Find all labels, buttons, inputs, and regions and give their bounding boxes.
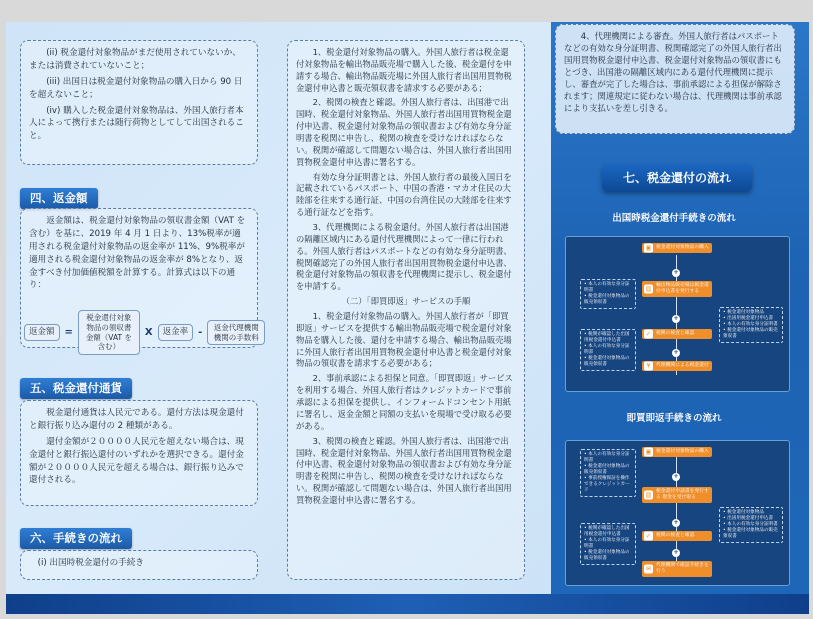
flow-1-step-agency: ¥ 代理機関による税金還付 — [642, 361, 712, 371]
flow-2-step-agency: ✉ 代理機関で確認手続きを行う — [642, 561, 712, 577]
flow-1-connector-3: + — [673, 349, 679, 356]
refund-icon: ¥ — [644, 361, 653, 370]
procedure-text: (i) 出国時税金還付の手続き — [37, 558, 144, 568]
condition-iii: (iii) 出国日は税金還付対象物品の購入日から 90 日を超えないこと； — [29, 76, 243, 100]
formula-receipt: 税金還付対象物品の領収書金額（VAT を含む） — [78, 310, 140, 355]
flow-2-connector-3: + — [673, 549, 679, 556]
currency-text-1: 税金還付通貨は人民元である。還付方法は現金還付と銀行振り込み還付の 2 種類がある。 — [29, 408, 244, 431]
flow-1-connector-2: + — [673, 315, 679, 322]
instant-step-preauth: 2、事前承認による担保と同意。「即買即返」サービスを利用する場合、外国人旅行者はクレジットカードで事前承認による担保を提供し、インフォームドコンセント用紙に署名し、返金金額と同額の支払いを現場で受け取る必要がある。 — [296, 373, 513, 431]
procedure-details-box — [287, 40, 525, 580]
refund-formula — [24, 310, 265, 355]
flow-2-step-customs: ✓ 税関の検査と確認 — [642, 531, 712, 541]
condition-ii: (ii) 税金還付対象物品がまだ使用されていないか、または消費されていないこと； — [29, 48, 241, 71]
refund-amount-text: 返金額は、税金還付対象物品の領収書金額（VAT を含む）を基に、2019 年 4 月 1 日より、13%税率が適用される税金還付対象物品の返金率が 11%、9%税率が適用される税金還付対象物品の返金率が 8%となり、返金すべき付加価値税額を計算する。計算式は以下の通り： — [29, 216, 246, 291]
flow-2-diagram — [565, 440, 790, 586]
flow-2-step-issue: ▤ 税金還付申請書を発行する 現金を受け取る — [642, 487, 712, 503]
document-icon: ▤ — [645, 491, 652, 499]
instant-step-customs: 3、税関の検査と確認。外国人旅行者は、出国港で出国時、税金還付対象物品、外国人旅行者出国用買物税金還付申込書、税金還付対象物品の領収書および有効な身分証明書を税関に申告し、税関の検査を受けなければならない。税関が確認して問題ない場合は、外国人旅行者出国用買物税金還付申込書に署名する。 — [296, 435, 512, 505]
bottom-band — [6, 594, 809, 614]
formula-minus: - — [198, 327, 203, 338]
section-4-heading: 四、返金額 — [20, 188, 98, 209]
formula-equals: = — [64, 327, 73, 338]
flow-1-step-purchase: ▣ 税金還付対象物品の購入 — [642, 243, 712, 253]
flow-2-step-purchase: ▣ 税金還付対象物品の購入 — [642, 447, 712, 457]
step-purchase: 1、税金還付対象物品の購入。外国人旅行者は税金還付対象物品を輸出物品販売場で購入した後、税金還付を申請する場合、輸出物品販売場に外国人旅行者出国用買物税金還付申込書と販売領収書を請求する必要がある； — [296, 47, 512, 93]
procedure-box — [20, 550, 258, 580]
mail-icon: ✉ — [645, 565, 652, 573]
flow-1-title: 出国時税金還付手続きの流れ — [612, 213, 736, 224]
formula-refund: 返金額 — [24, 324, 60, 341]
shopping-bag-icon: ▣ — [645, 244, 652, 252]
flow-1-connector-1: + — [673, 269, 679, 276]
check-icon: ✓ — [645, 330, 652, 338]
condition-iv: (iv) 購入した税金還付対象物品は、外国人旅行者本人によって携行または随行荷物としてして出国されること。 — [29, 105, 244, 142]
flow-2-left-list-1: • 本人の有効な身分証明書 • 税金還付対象物品の販売領収書 • 事前授権保証を操作できるクレジットカード — [580, 449, 636, 497]
flow-1-diagram — [565, 236, 790, 392]
flow-1-left-list-1: • 本人の有効な身分証明書 • 税金還付対象物品の販売領収書 — [580, 279, 636, 309]
conditions-box — [20, 40, 258, 165]
step-agency-refund: 3、代理機関による税金還付。外国人旅行者は出国港の隔離区域内にある還付代理機関によって一律に行われる。外国人旅行者はパスポートなどの有効な身分証明書、税関確認完了の外国人旅行者出国用買物税金還付申込書、税金還付対象物品の領収書を代理機関に提示し、税金還付を申請する。 — [296, 222, 512, 292]
section-7-heading: 七、税金還付の流れ — [602, 164, 752, 192]
flow-2-right-list: • 税金還付対象物品 • 出国用税金還付申込書 • 本人の有効な身分証明書 • 税金還付対象物品の販売領収書 — [719, 507, 783, 543]
currency-box — [20, 400, 258, 506]
section-6-heading: 六、手続きの流れ — [20, 528, 132, 549]
instant-refund-heading: （二）「即買即返」サービスの手順 — [341, 296, 471, 307]
agency-review-box — [555, 24, 795, 134]
section-5-heading: 五、税金還付通貨 — [20, 378, 132, 399]
agency-review-text: 4、代理機関による審査。外国人旅行者はパスポートなどの有効な身分証明書、税関確認完了の外国人旅行者出国用買物税金還付申込書、税金還付対象物品の領収書にもとづき、出国港の隔離区域内にある還付代理機関に提示し、審査が完了した場合は、事前承認による担保が解除されます；関連規定に従わない場合は、代理機関は事前承認により支払いを差し引きる。 — [564, 31, 782, 113]
flow-2-connector-2: + — [673, 519, 679, 526]
formula-times: X — [144, 327, 153, 338]
flow-1-step-issue: ▤ 輸出物品販売場は税金還付申込書を発行する — [642, 281, 712, 297]
document-icon: ▤ — [645, 285, 652, 293]
flow-1-step-customs: ✓ 税関の検査と確認 — [642, 329, 712, 339]
shopping-bag-icon: ▣ — [645, 448, 652, 456]
flow-1-left-list-2: • 税関が確認した出国用税金還付申込書 • 本人の有効な身分証明書 • 税金還付対象物品の販売領収書 — [580, 329, 636, 371]
valid-id-note: 有効な身分証明書とは、外国人旅行者の最後入国日を記載されているパスポート、中国の香港・マカオ住民の大陸部を往来する通行証、中国の台湾住民の大陸部を往来する通行証などを指す。 — [296, 171, 512, 218]
step-customs: 2、税関の検査と確認。外国人旅行者は、出国港で出国時、税金還付対象物品、外国人旅行者出国用買物税金還付申込書、税金還付対象物品の領収書および有効な身分証明書を税関に申告し、税関の検査を受けなければならない。税関が確認して問題ない場合は、外国人旅行者出国用買物税金還付申込書に署名する。 — [296, 97, 512, 167]
instant-step-purchase: 1、税金還付対象物品の購入。外国人旅行者が「即買即返」サービスを提供する輸出物品販売場で税金還付対象物品を購入した後、還付を申請する場合、輸出物品販売場に外国人旅行者出国用買物税金還付申込書と税金還付対象物品の領収書を請求する必要がある； — [296, 311, 512, 369]
flow-2-title: 即買即返手続きの流れ — [626, 413, 722, 424]
flow-2-left-list-2: • 税関が確認した出国用税金還付申込書 • 本人の有効な身分証明書 • 税金還付対象物品の販売領収書 — [580, 523, 636, 565]
flow-2-connector-1: + — [673, 473, 679, 480]
check-icon: ✓ — [645, 532, 652, 540]
flow-1-right-list: • 税金還付対象物品 • 出国用税金還付申込書 • 本人の有効な身分証明書 • 税金還付対象物品の販売領収書 — [719, 307, 783, 343]
currency-text-2: 還付金額が２００００人民元を超えない場合は、現金還付と銀行振込還付のいずれかを選択できる。還付金額が２００００人民元を超える場合は、銀行振り込みで還付される。 — [29, 436, 244, 486]
formula-fee: 返金代理機関機関の手数料 — [207, 320, 265, 346]
formula-rate: 返金率 — [158, 324, 194, 341]
